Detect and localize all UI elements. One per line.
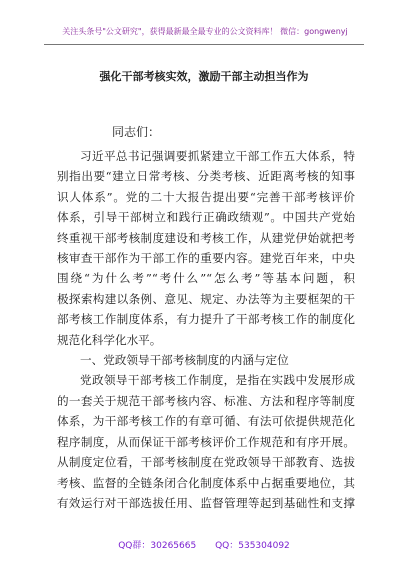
- text-line: 极探索构建以条例、意见、规定、办法等为主要框架的干: [57, 291, 355, 306]
- text-line: 体系，为干部考核工作的有章可循、有法可依提供规范化: [57, 414, 355, 429]
- text-line: 部考核工作制度体系，有力提升了干部考核工作的制度化: [57, 312, 355, 327]
- greeting: 同志们：: [112, 125, 161, 139]
- text-line: 围绕“为什么考”“考什么”“怎么考”等基本问题，积: [57, 271, 355, 286]
- text-line: 程序制度，从而保证干部考核评价工作规范和有序开展。: [57, 434, 355, 449]
- text-line: 党政领导干部考核工作制度，是指在实践中发展形成: [80, 373, 355, 388]
- text-line: 考核、监督的全链条闭合化制度体系中占据重要地位，其: [57, 475, 355, 490]
- text-line: 核审查干部作为干部工作的重要内容。建党百年来，中央: [57, 251, 355, 266]
- document-title: 强化干部考核实效，激励干部主动担当作为: [99, 70, 309, 83]
- footer-contact: [0, 538, 408, 551]
- paragraph-1: [57, 146, 355, 350]
- text-line: 别指出要“建立日常考核、分类考核、近距离考核的知事: [57, 169, 355, 184]
- header-notice: 关注头条号"公文研究"，获得最新最全最专业的公文资料库！ 微信：gongwenyj: [62, 27, 348, 36]
- qq-number: QQ：535304092: [215, 541, 290, 551]
- text-line: 体系，引导干部树立和践行正确政绩观”。中国共产党始: [57, 210, 355, 225]
- document-body: [57, 146, 355, 513]
- qq-group-number: QQ群：30265665: [118, 541, 197, 551]
- paragraph-2: [57, 370, 355, 513]
- text-line: 识人体系”。党的二十大报告提出要“完善干部考核评价: [57, 189, 355, 204]
- section-heading: 一、党政领导干部考核制度的内涵与定位: [80, 353, 289, 368]
- header-divider: [44, 44, 364, 45]
- text-line: 习近平总书记强调要抓紧建立干部工作五大体系，特: [80, 149, 355, 163]
- text-line: 的一套关于规范干部考核内容、标准、方法和程序等制度: [57, 393, 355, 408]
- text-line: 从制度定位看，干部考核制度在党政领导干部教育、选拔: [57, 455, 355, 470]
- text-line: 规范化科学化水平。: [57, 332, 162, 347]
- text-line: 有效运行对干部选拔任用、监督管理等起到基础性和支撑: [57, 495, 355, 510]
- text-line: 终重视干部考核制度建设和考核工作，从建党伊始就把考: [57, 230, 355, 245]
